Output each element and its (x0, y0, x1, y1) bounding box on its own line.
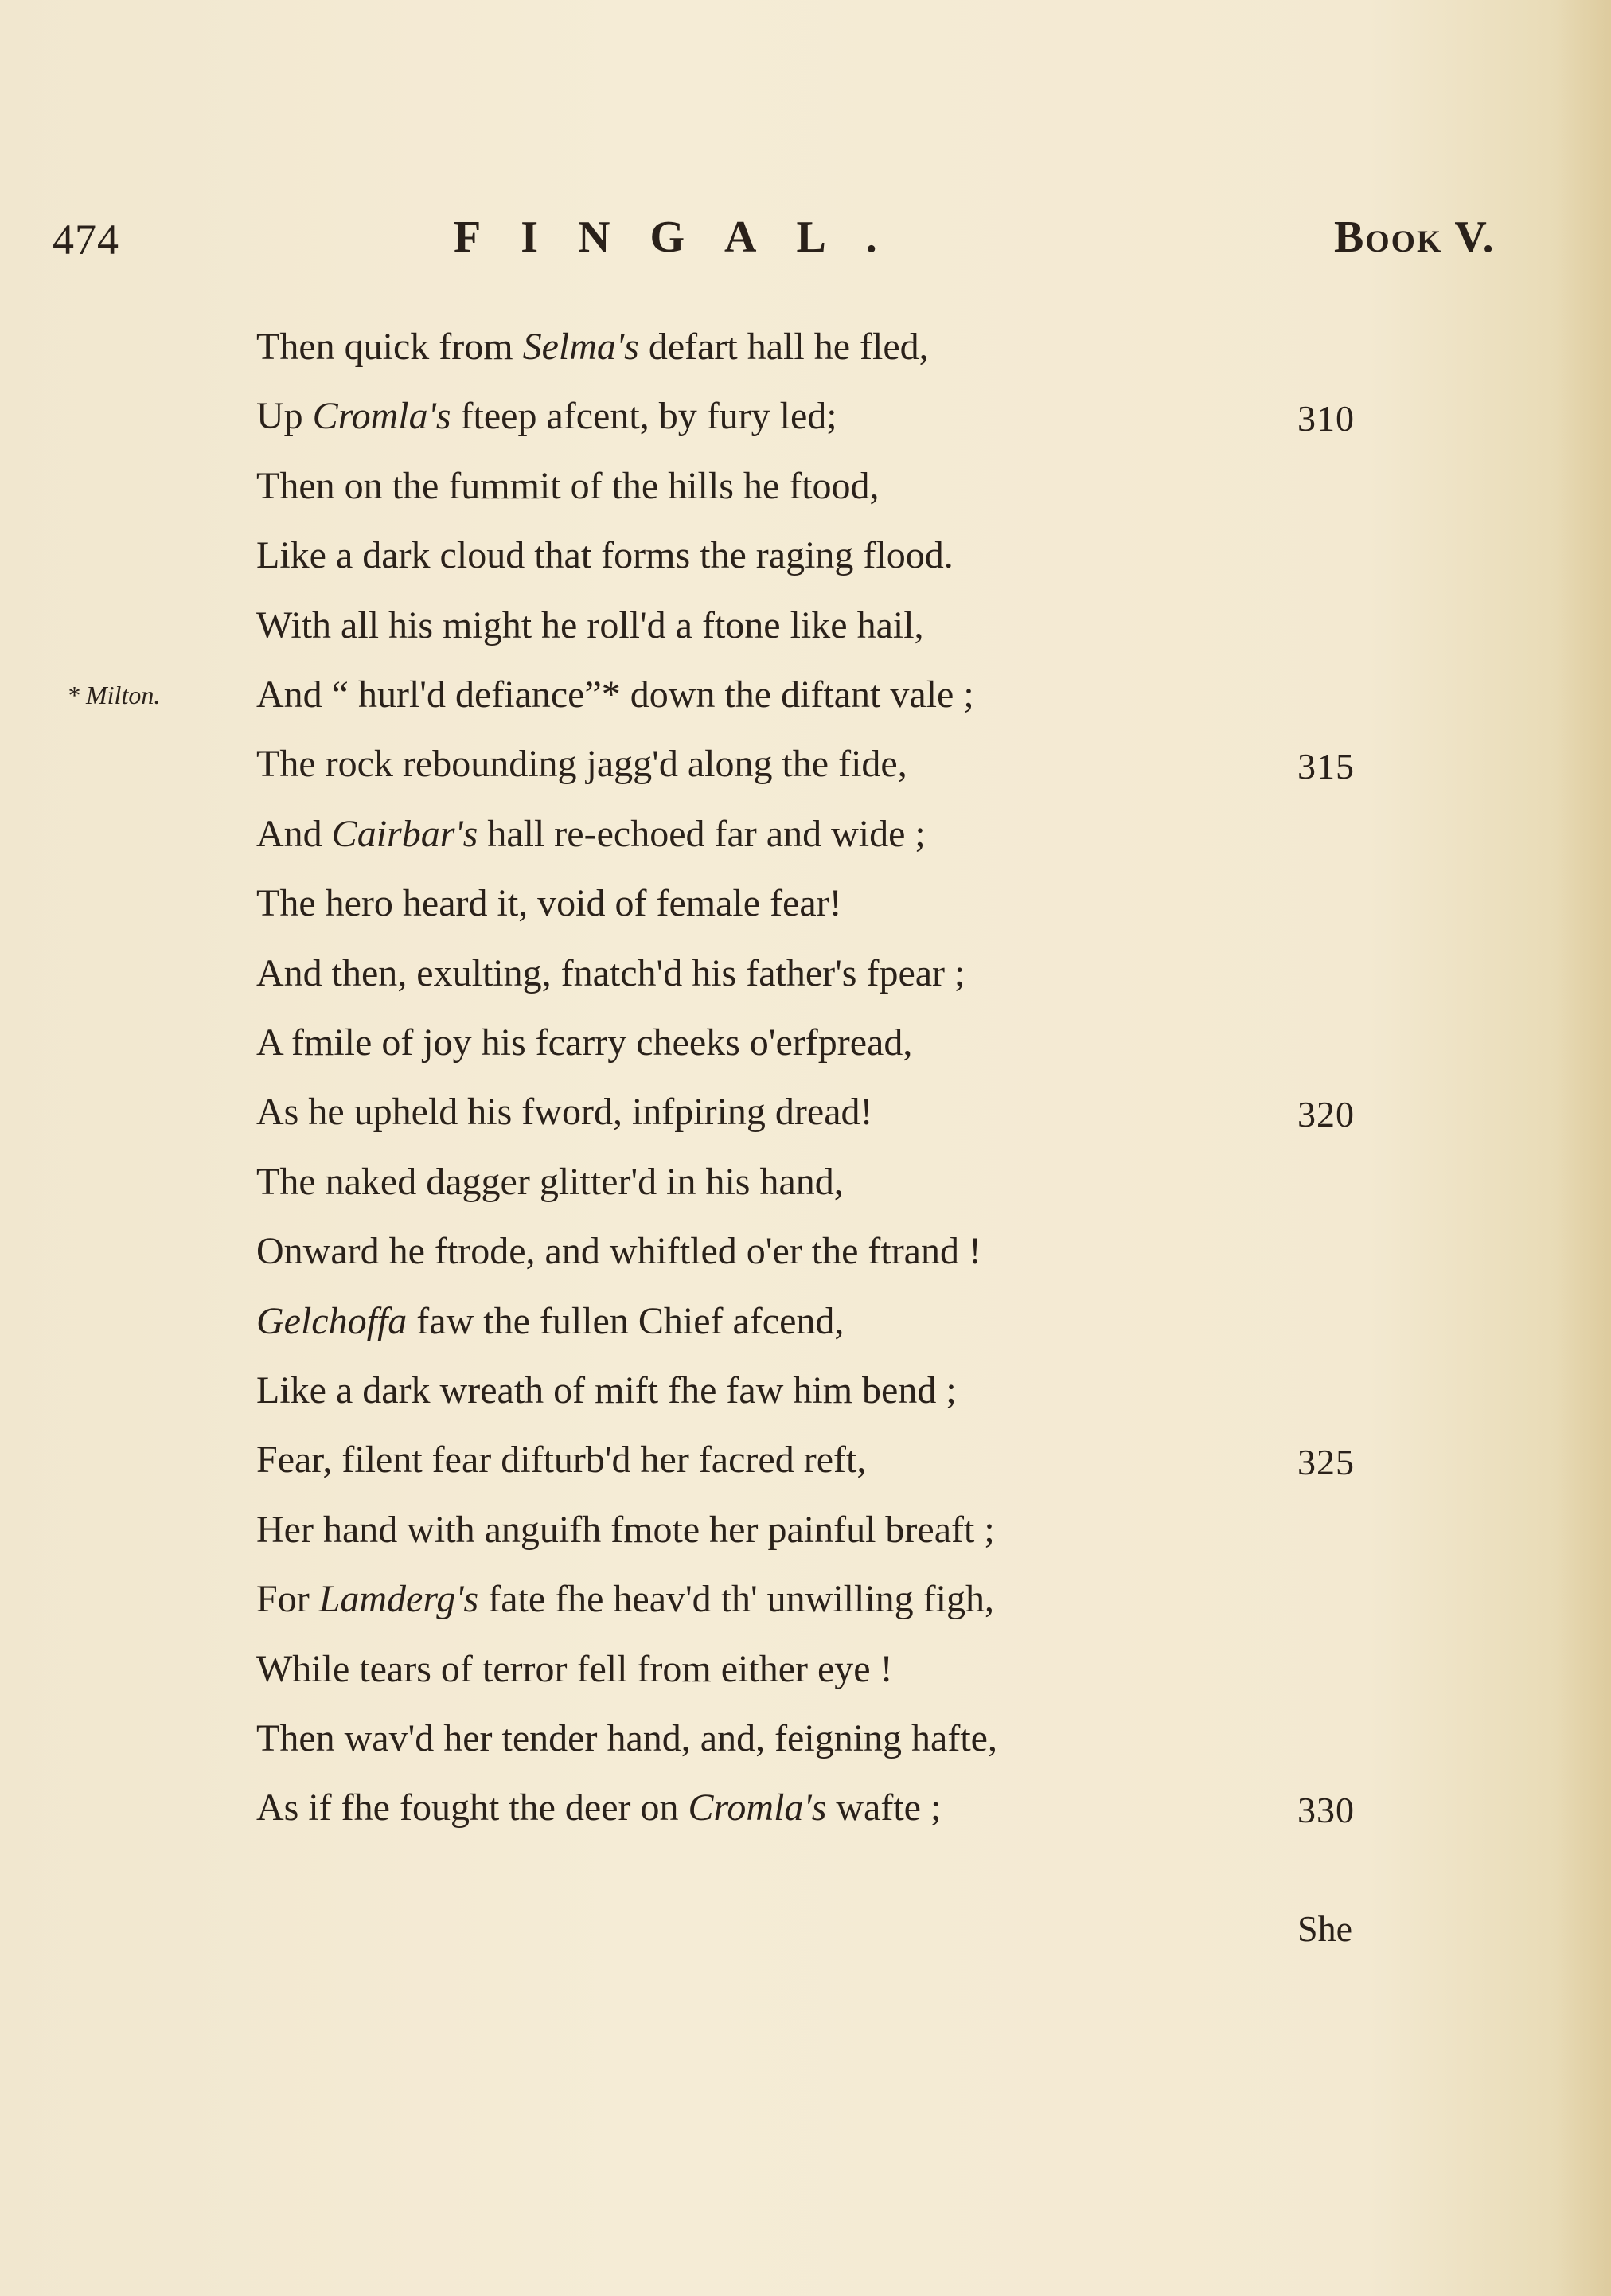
verse-text: With all his might he roll'd a ftone like hail, (256, 604, 924, 646)
verse-line (256, 1717, 997, 1759)
verse-text: Onward he ftrode, and whiftled o'er the ftrand ! (256, 1230, 981, 1272)
verse-text: Then on the fummit of the hills he ftood, (256, 465, 880, 507)
verse-line (256, 1441, 866, 1479)
verse-text: Up (256, 395, 313, 437)
verse-italic-name: Cairbar's (331, 813, 478, 855)
verse-text: And then, exulting, fnatch'd his father's fpear ; (256, 952, 965, 994)
verse-italic-name: Cromla's (312, 395, 451, 437)
verse-text: The rock rebounding jagg'd along the fide, (256, 743, 907, 785)
verse-italic-name: Lamderg's (318, 1578, 479, 1620)
verse-line (256, 1369, 957, 1412)
verse-text: defart hall he fled, (638, 326, 929, 368)
verse-text: fate fhe heav'd th' unwilling figh, (478, 1578, 994, 1620)
verse-line (256, 328, 929, 366)
verse-line (256, 1093, 873, 1131)
page-edge-shadow (1555, 0, 1611, 2296)
verse-italic-name: Selma's (522, 326, 639, 368)
line-number: 320 (1297, 1094, 1355, 1134)
verse-text: Like a dark wreath of mift fhe faw him bend ; (256, 1369, 957, 1412)
verse-line (256, 1650, 893, 1689)
verse-text: Her hand with anguifh fmote her painful breaft ; (256, 1509, 995, 1551)
line-number: 330 (1297, 1790, 1355, 1830)
verse-text: hall re-echoed far and wide ; (478, 813, 926, 855)
verse-text: Then quick from (256, 326, 523, 368)
verse-line (256, 676, 974, 714)
verse-line (256, 1580, 994, 1619)
verse-line (256, 604, 924, 646)
line-number: 315 (1297, 746, 1355, 787)
verse-line (256, 1163, 844, 1201)
catchword: She (1297, 1908, 1352, 1949)
running-title: FINGAL. (454, 213, 917, 262)
verse-line (256, 467, 880, 506)
line-number: 325 (1297, 1442, 1355, 1482)
verse-text: While tears of terror fell from either eye ! (256, 1648, 893, 1690)
verse-text: Like a dark cloud that forms the raging flood. (256, 534, 954, 576)
verse-text: And (256, 813, 332, 855)
verse-text: As if fhe fought the deer on (256, 1786, 688, 1829)
verse-text: fteep afcent, by fury led; (451, 395, 837, 437)
verse-text: The hero heard it, void of female fear! (256, 882, 842, 924)
verse-line (256, 534, 954, 576)
page-number: 474 (53, 216, 119, 264)
verse-text: Fear, filent fear difturb'd her facred reft, (256, 1439, 867, 1481)
verse-line (256, 397, 837, 435)
book-label: Book V. (1334, 213, 1496, 262)
side-note-milton: * Milton. (67, 681, 161, 709)
verse-italic-name: Cromla's (688, 1786, 827, 1829)
verse-line (256, 1511, 995, 1549)
verse-line (256, 1786, 942, 1829)
running-header (0, 215, 1611, 287)
verse-line (256, 1021, 913, 1064)
verse-text: For (256, 1578, 319, 1620)
verse-line (256, 884, 842, 923)
verse-text: As he upheld his fword, infpiring dread! (256, 1091, 873, 1133)
verse-line (256, 1302, 844, 1341)
verse-line (256, 952, 965, 994)
verse-text: wafte ; (826, 1786, 942, 1829)
verse-text: Then wav'd her tender hand, and, feigning hafte, (256, 1717, 997, 1759)
line-number: 310 (1297, 398, 1355, 439)
verse-text: And “ hurl'd defiance”* down the diftant vale ; (256, 674, 974, 716)
verse-italic-name: Gelchoffa (256, 1300, 408, 1342)
verse-text: The naked dagger glitter'd in his hand, (256, 1161, 844, 1203)
verse-line (256, 745, 907, 783)
verse-line (256, 1232, 981, 1271)
verse-text: A fmile of joy his fcarry cheeks o'erfpread, (256, 1021, 913, 1064)
verse-text: faw the fullen Chief afcend, (407, 1300, 845, 1342)
verse-line (256, 815, 926, 853)
